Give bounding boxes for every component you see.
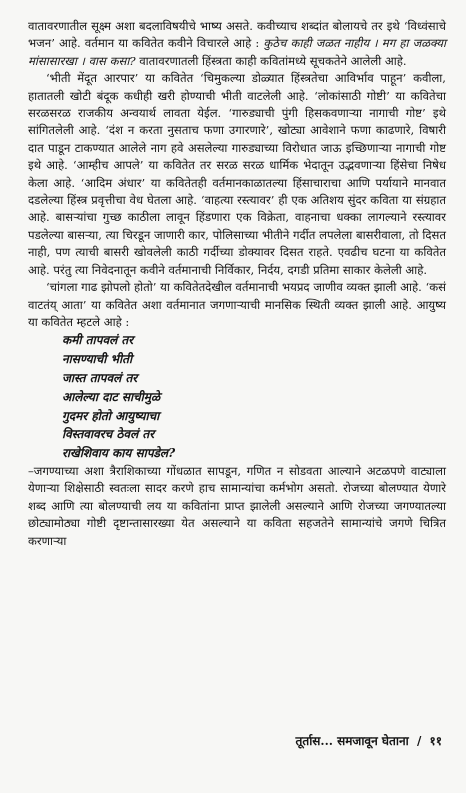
paragraph-intro-text-1: वातावरणातील सूक्ष्म अशा बदलाविषयीचे भाष्य असते. कवीच्याच शब्दांत बोलायचे तर इथे ‘विध्वंसाचे भजन’ आहे. वर्तमान या कवितेत कवीने विचारले आहे :: [28, 19, 446, 51]
poem-block: [28, 331, 446, 463]
page-footer: [296, 732, 442, 749]
footer-book-title: तूर्तास... समजावून घेताना: [295, 734, 409, 748]
paragraph-closing-text: –जगण्याच्या अशा त्रैराशिकाच्या गोंधळात सापडून, गणित न सोडवता आल्याने अटळपणे वाट्याला येणाऱ्या शिक्षेसाठी स्वतःला सादर करणे हाच सामान्यांचा कर्मभोग असतो. रोजच्या बोलण्यात येणारे शब्द आणि त्या बोलण्याची लय या कवितांना प्राप्त झालेली असल्याने आणि रोजच्या जगण्यातल्या छोट्यामोठ्या गोष्टी दृष्टान्तासारख्या येत असल्याने या कविता सहजतेने सामान्यांचे जगणे चित्रित करणाऱ्या: [28, 463, 446, 548]
paragraph-intro-italic-quote: कुठेच काही जळत नाहीय । मग हा जळक्या मांसासारखा । वास कसा?: [28, 36, 446, 68]
paragraph-intro-text-2: वातावरणातली हिंस्त्रता काही कवितांमध्ये सूचकतेने आलेली आहे.: [135, 53, 407, 68]
poem-line-4: आलेल्या दाट साचीमुळे: [62, 389, 161, 404]
paragraph-intro: [28, 18, 446, 70]
poem-line-6: विस्तवावरच ठेवलं तर: [62, 427, 155, 442]
poem-line-5: गुदमर होतो आयुष्याचा: [62, 408, 160, 423]
paragraph-closing: [28, 463, 446, 550]
poem-line-7: राखेशिवाय काय सापडेल?: [62, 446, 176, 461]
paragraph-bhiti-text: ‘भीती मेंदूत आरपार’ या कवितेत ‘चिमुकल्या डोळ्यात हिंस्त्रतेचा आविर्भाव पाहून’ कवीला, हातातली खोटी बंदूक कधीही खरी होण्याची भीती वाटलेली आहे. ‘लोकांसाठी गोष्टी’ या कवितेचा सरळसरळ राजकीय अन्वयार्थ लावता येईल. ‘गारुड्याची पुंगी हिसकवणाऱ्या नागाची गोष्ट’ इथे सांगितलेली आहे. ‘दंश न करता नुसताच फणा उगारणारे’, खोट्या आवेशाने फणा काढणारे, विषारी दात पाडून टाकण्यात आलेले नाग हवे असलेल्या गारुड्याच्या विरोधात जाऊ इच्छिणाऱ्या नागाची गोष्ट इथे आहे. ‘आम्हीच आपले’ या कवितेत तर सरळ सरळ धार्मिक भेदातून उद्भवणाऱ्या हिंसेचा निषेध केला आहे. ‘आदिम अंधार’ या कवितेतही वर्तमानकाळातल्या हिंसाचाराचा आणि पर्यायाने मानवात दडलेल्या हिंस्त्र प्रवृत्तीचा वेध घेतला आहे. ‘वाहत्या रस्त्यावर’ ही एक अतिशय सुंदर कविता या संग्रहात आहे. बासऱ्यांचा गुच्छ काठीला लावून हिंडणारा एक विक्रेता, वाहनाचा धक्का लागल्याने रस्त्यावर पडलेल्या बासऱ्या, त्या चिरडून जाणारी कार, पोलिसाच्या भीतीने गर्दीत लपलेला बासरीवाला, तो दिसत नाही, पण त्याची बासरी खोवलेली काठी गर्दीच्या डोक्यावर दिसत राहते. एवढीच घटना या कवितेत आहे. परंतु त्या निवेदनातून कवीने वर्तमानाची निर्विकार, निर्दय, दगडी प्रतिमा साकार केलेली आहे.: [28, 71, 446, 277]
footer-separator: /: [416, 734, 422, 748]
poem-line-2: नासण्याची भीती: [62, 352, 133, 367]
footer-page-number: ११: [429, 734, 442, 748]
paragraph-bhiti: [28, 70, 446, 279]
poem-line-3: जास्त तापवलं तर: [62, 370, 138, 385]
paragraph-changla-text: ‘चांगला गाढ झोपलो होतो’ या कवितेतदेखील वर्तमानाची भयप्रद जाणीव व्यक्त झाली आहे. ‘कसं वाटतंय् आता’ या कवितेत अशा वर्तमानात जगणाऱ्याची मानसिक स्थिती व्यक्त झाली आहे. आयुष्य या कवितेत म्हटले आहे :: [28, 280, 446, 329]
paragraph-changla: [28, 279, 446, 331]
poem-line-1: कमी तापवलं तर: [62, 333, 134, 348]
